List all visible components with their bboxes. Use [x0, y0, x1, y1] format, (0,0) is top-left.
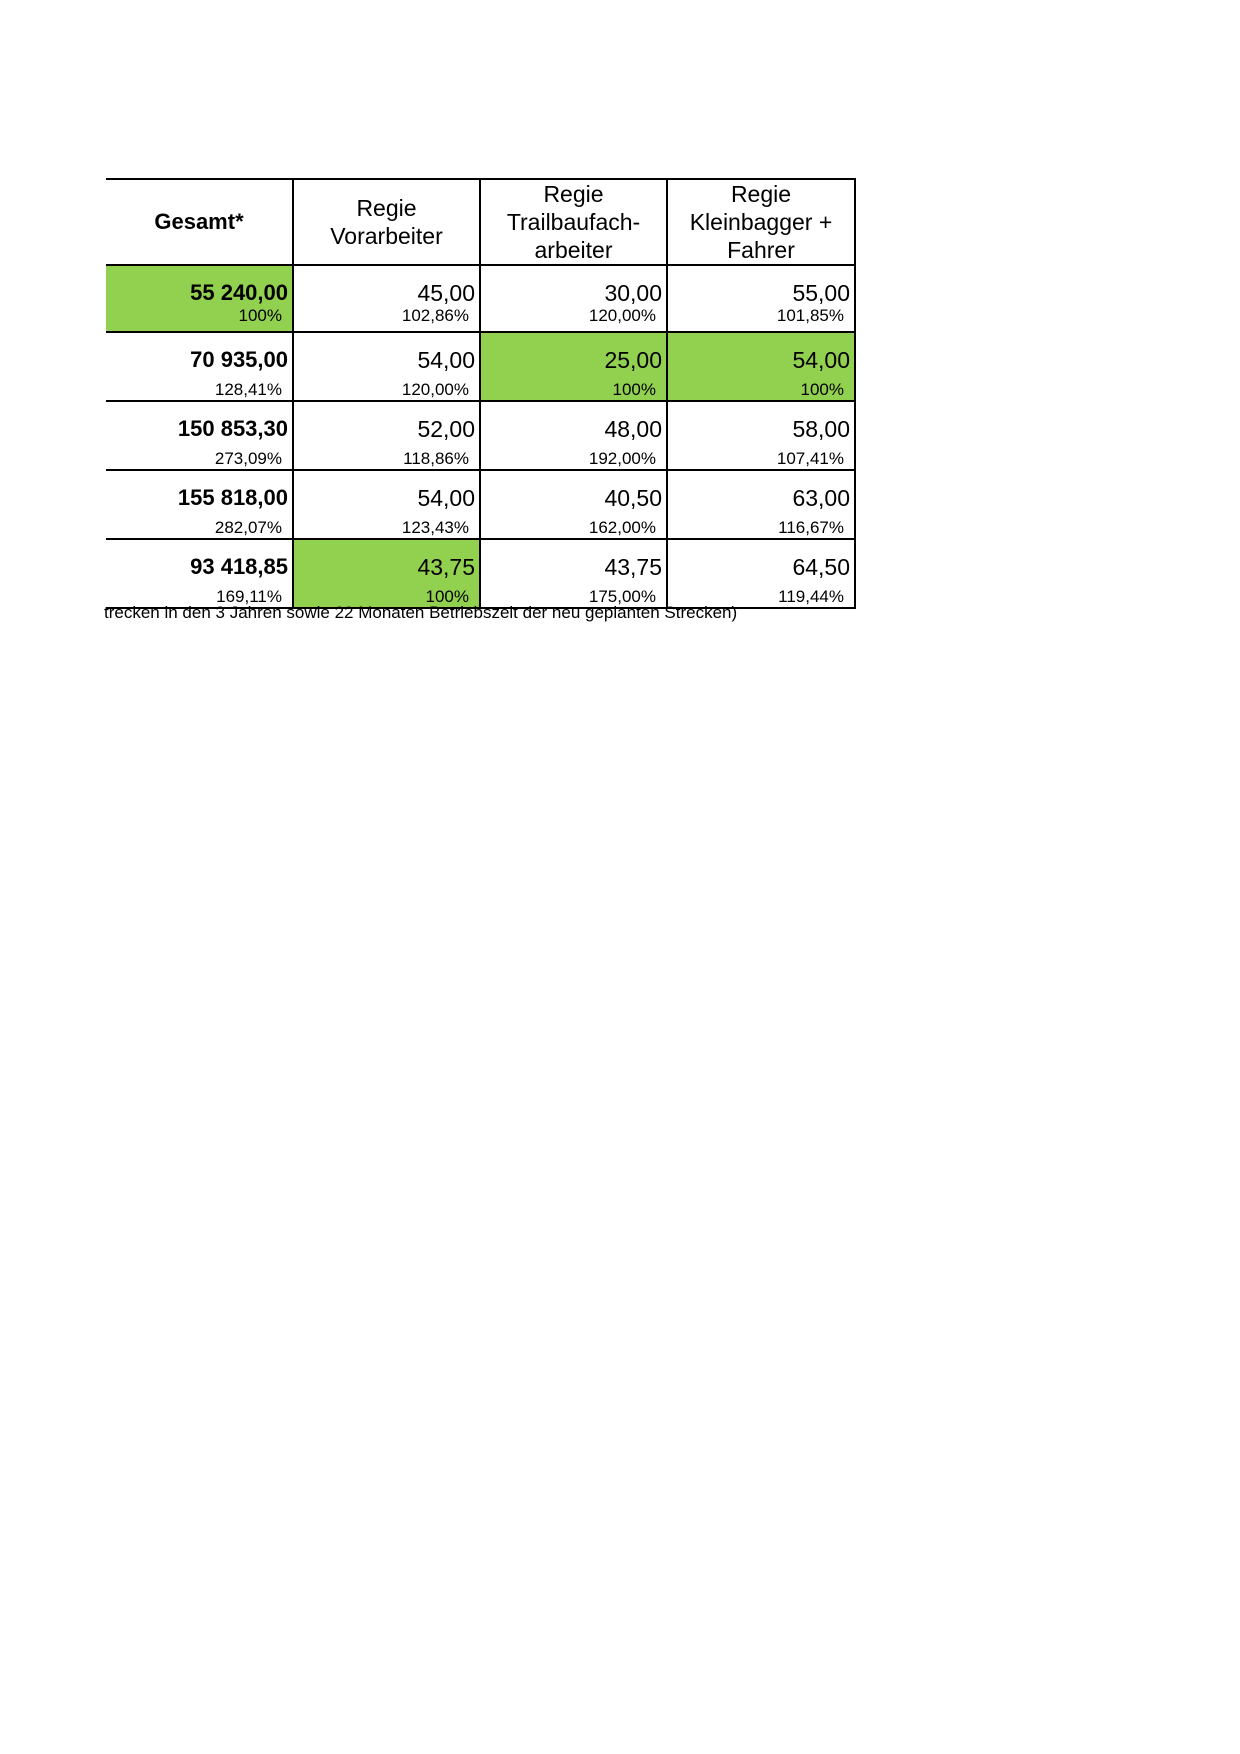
- table-cell: [106, 332, 293, 401]
- cell-percentage: 100%: [238, 306, 282, 325]
- table-header-row: [106, 179, 855, 265]
- cell-percentage: 123,43%: [401, 518, 469, 537]
- cell-value: 52,00: [417, 416, 475, 442]
- cell-percentage: 101,85%: [776, 306, 844, 325]
- table-cell: [293, 401, 480, 470]
- header-label: Gesamt*: [154, 209, 244, 234]
- table-cell: [667, 332, 855, 401]
- table-cell: [480, 401, 667, 470]
- table-cell: [480, 470, 667, 539]
- cell-value: 70 935,00: [190, 347, 288, 372]
- cell-value: 40,50: [604, 485, 662, 511]
- cell-percentage: 128,41%: [214, 380, 282, 399]
- table-cell: [106, 539, 293, 608]
- cell-percentage: 192,00%: [588, 449, 656, 468]
- cell-value: 54,00: [417, 485, 475, 511]
- table-cell: [667, 265, 855, 332]
- table-cell: [106, 265, 293, 332]
- cell-value: 150 853,30: [177, 416, 288, 441]
- header-regie-kleinbagger: [667, 179, 855, 265]
- header-label: Regie Trailbaufach- arbeiter: [506, 181, 641, 263]
- cell-percentage: 120,00%: [588, 306, 656, 325]
- cell-percentage: 100%: [612, 380, 656, 399]
- table-cell: [480, 265, 667, 332]
- cell-value: 54,00: [417, 347, 475, 373]
- cell-percentage: 100%: [425, 587, 469, 606]
- cell-percentage: 118,86%: [403, 449, 469, 468]
- cell-percentage: 100%: [800, 380, 844, 399]
- table-cell: [293, 265, 480, 332]
- table-row: [106, 401, 855, 470]
- cell-percentage: 102,86%: [401, 306, 469, 325]
- cell-value: 55,00: [792, 280, 850, 306]
- table-cell: [667, 539, 855, 608]
- price-comparison-table: [106, 178, 856, 609]
- table-row: [106, 265, 855, 332]
- table-cell: [293, 332, 480, 401]
- cell-value: 63,00: [792, 485, 850, 511]
- price-comparison-table-wrapper: [106, 178, 855, 609]
- cell-percentage: 169,11%: [216, 587, 282, 606]
- cell-value: 58,00: [792, 416, 850, 442]
- header-regie-vorarbeiter: [293, 179, 480, 265]
- table-cell: [293, 539, 480, 608]
- cell-percentage: 175,00%: [588, 587, 656, 606]
- cell-value: 55 240,00: [190, 280, 288, 305]
- header-gesamt: [106, 179, 293, 265]
- cell-percentage: 162,00%: [588, 518, 656, 537]
- cell-value: 30,00: [604, 280, 662, 306]
- table-cell: [667, 401, 855, 470]
- table-cell: [106, 470, 293, 539]
- header-label: Regie Kleinbagger + Fahrer: [689, 181, 833, 263]
- table-row: [106, 539, 855, 608]
- table-body: [106, 265, 855, 608]
- table-cell: [667, 470, 855, 539]
- footnote-text: trecken in den 3 Jahren sowie 22 Monaten Betriebszeit der neu geplanten Strecken): [104, 603, 738, 622]
- cell-percentage: 107,41%: [776, 449, 844, 468]
- cell-percentage: 282,07%: [214, 518, 282, 537]
- table-cell: [480, 539, 667, 608]
- cell-value: 45,00: [417, 280, 475, 306]
- table-cell: [293, 470, 480, 539]
- cell-percentage: 273,09%: [214, 449, 282, 468]
- cell-value: 25,00: [604, 347, 662, 373]
- table-row: [106, 470, 855, 539]
- table-cell: [480, 332, 667, 401]
- table-row: [106, 332, 855, 401]
- header-regie-trailbaufacharbeiter: [480, 179, 667, 265]
- cell-value: 64,50: [792, 554, 850, 580]
- cell-value: 43,75: [417, 554, 475, 580]
- cell-value: 155 818,00: [177, 485, 288, 510]
- cell-percentage: 116,67%: [778, 518, 844, 537]
- cell-value: 93 418,85: [190, 554, 288, 579]
- table-cell: [106, 401, 293, 470]
- cell-percentage: 119,44%: [778, 587, 844, 606]
- cell-value: 54,00: [792, 347, 850, 373]
- cell-value: 43,75: [604, 554, 662, 580]
- cell-value: 48,00: [604, 416, 662, 442]
- header-label: Regie Vorarbeiter: [330, 195, 443, 249]
- cell-percentage: 120,00%: [401, 380, 469, 399]
